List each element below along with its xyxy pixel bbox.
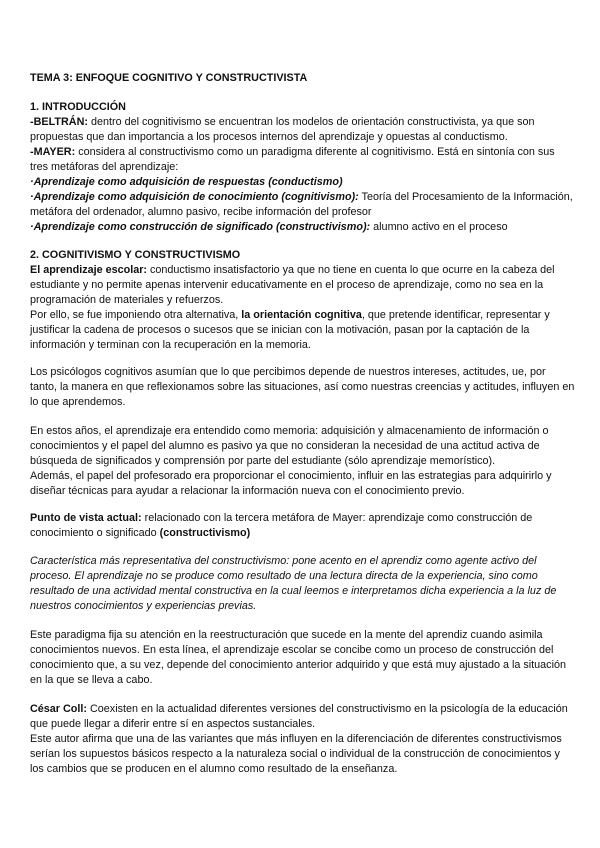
metaphor-title: ·Aprendizaje como adquisición de conocimiento (cognitivismo):: [30, 191, 359, 203]
section-heading: 2. COGNITIVISMO Y CONSTRUCTIVISMO: [30, 249, 241, 261]
metaphor-text: Teoría del Procesamiento de la Información, metáfora del ordenador, alumno pasivo, recibe información del profesor: [30, 191, 573, 218]
metaphor-item: [30, 175, 575, 190]
section-introduccion: [30, 100, 575, 235]
paragraph: [30, 308, 575, 353]
author-label: -BELTRÁN:: [30, 116, 88, 128]
paragraph-text: Los psicólogos cognitivos asumían que lo que percibimos depende de nuestros intereses, actitudes, ue, por tanto, la manera en que reflexionamos sobre las situaciones, así como nuestras creencias y actitudes, influyen en lo que aprendemos.: [30, 366, 575, 408]
term-label: Punto de vista actual:: [30, 512, 142, 524]
paragraph-text: dentro del cognitivismo se encuentran los modelos de orientación constructivista, ya que son propuestas que dan importancia a los procesos internos del aprendizaje y opuestas al conductismo.: [30, 116, 535, 143]
paragraph-text: Por ello, se fue imponiendo otra alternativa,: [30, 309, 242, 321]
author-label: César Coll:: [30, 703, 87, 715]
paragraph-text: conductismo insatisfactorio ya que no tiene en cuenta lo que ocurre en la cabeza del estudiante y no permite apenas intervenir educativamente en el proceso de aprendizaje, como no sea en la programación de materiales y refuerzos.: [30, 264, 555, 306]
paragraph: [30, 702, 575, 777]
paragraph-beltran: [30, 115, 575, 145]
paragraph-text: Este paradigma fija su atención en la reestructuración que sucede en la mente del aprendiz cuando asimila conocimientos nuevos. En esta línea, el aprendizaje escolar se concibe como un proceso de construcción del conocimiento que, a su vez, depende del conocimiento anterior adquirido y que está muy ajustado a la situación en la que se lleva a cabo.: [30, 629, 566, 686]
paragraph: [30, 263, 575, 308]
paragraph: [30, 424, 575, 499]
metaphor-item: [30, 220, 575, 235]
paragraph-text: Este autor afirma que una de las variantes que más influyen en la diferenciación de diferentes constructivismos serían los supuestos básicos respecto a la naturaleza social o individual de la construcción de conocimientos y los cambios que se producen en el alumno como resultado de la enseñanza.: [30, 733, 562, 775]
paragraph-mayer: [30, 145, 575, 175]
quote-paragraph: [30, 554, 575, 614]
term-label: El aprendizaje escolar:: [30, 264, 148, 276]
paragraph: [30, 628, 575, 688]
author-label: -MAYER:: [30, 146, 76, 158]
paragraph-text: En estos años, el aprendizaje era entendido como memoria: adquisición y almacenamiento de información o conocimientos y el papel del alumno es pasivo ya que no consideran la necesidad de una actitud activa de búsqueda de significados y comprensión por parte del estudiante (sólo aprendizaje memorístico).: [30, 425, 549, 467]
metaphor-item: [30, 190, 575, 220]
paragraph-text: considera al constructivismo como un paradigma diferente al cognitivismo. Está en sintonía con sus tres metáforas del aprendizaje:: [30, 146, 555, 173]
term-bold: (constructivismo): [159, 527, 251, 539]
section-heading: 1. INTRODUCCIÓN: [30, 101, 126, 113]
paragraph-text: , que pretende identificar, representar y justificar la cadena de procesos o sucesos que se inician con la motivación, pasan por la captación de la información y terminan con la recuperación en la memoria.: [30, 309, 550, 351]
section-cognitivismo: [30, 248, 575, 353]
document-title: TEMA 3: ENFOQUE COGNITIVO Y CONSTRUCTIVISTA: [30, 72, 308, 84]
paragraph-text: relacionado con la tercera metáfora de Mayer: aprendizaje como construcción de conocimiento o significado: [30, 512, 533, 539]
metaphor-text: alumno activo en el proceso: [370, 221, 508, 233]
paragraph-text: Coexisten en la actualidad diferentes versiones del constructivismo en la psicología de la educación que puede llegar a diferir entre sí en aspectos sustanciales.: [30, 703, 568, 730]
term-bold: la orientación cognitiva: [241, 309, 362, 321]
paragraph-text: Característica más representativa del constructivismo: pone acento en el aprendiz como agente activo del proceso. El aprendizaje no se produce como resultado de una lectura directa de la experiencia, sino como resultado de una actividad mental constructiva en la cual leemos e interpretamos dicha experiencia a la luz de nuestros conocimientos y experiencias previas.: [30, 555, 557, 612]
metaphor-title: ·Aprendizaje como adquisición de respuestas (conductismo): [30, 176, 343, 188]
paragraph: [30, 511, 575, 541]
paragraph-text: Además, el papel del profesorado era proporcionar el conocimiento, influir en las estrategias para adquirirlo y diseñar técnicas para ayudar a relacionar la información nueva con el conocimiento previo.: [30, 470, 552, 497]
metaphor-title: ·Aprendizaje como construcción de significado (constructivismo):: [30, 221, 371, 233]
paragraph: [30, 365, 575, 410]
